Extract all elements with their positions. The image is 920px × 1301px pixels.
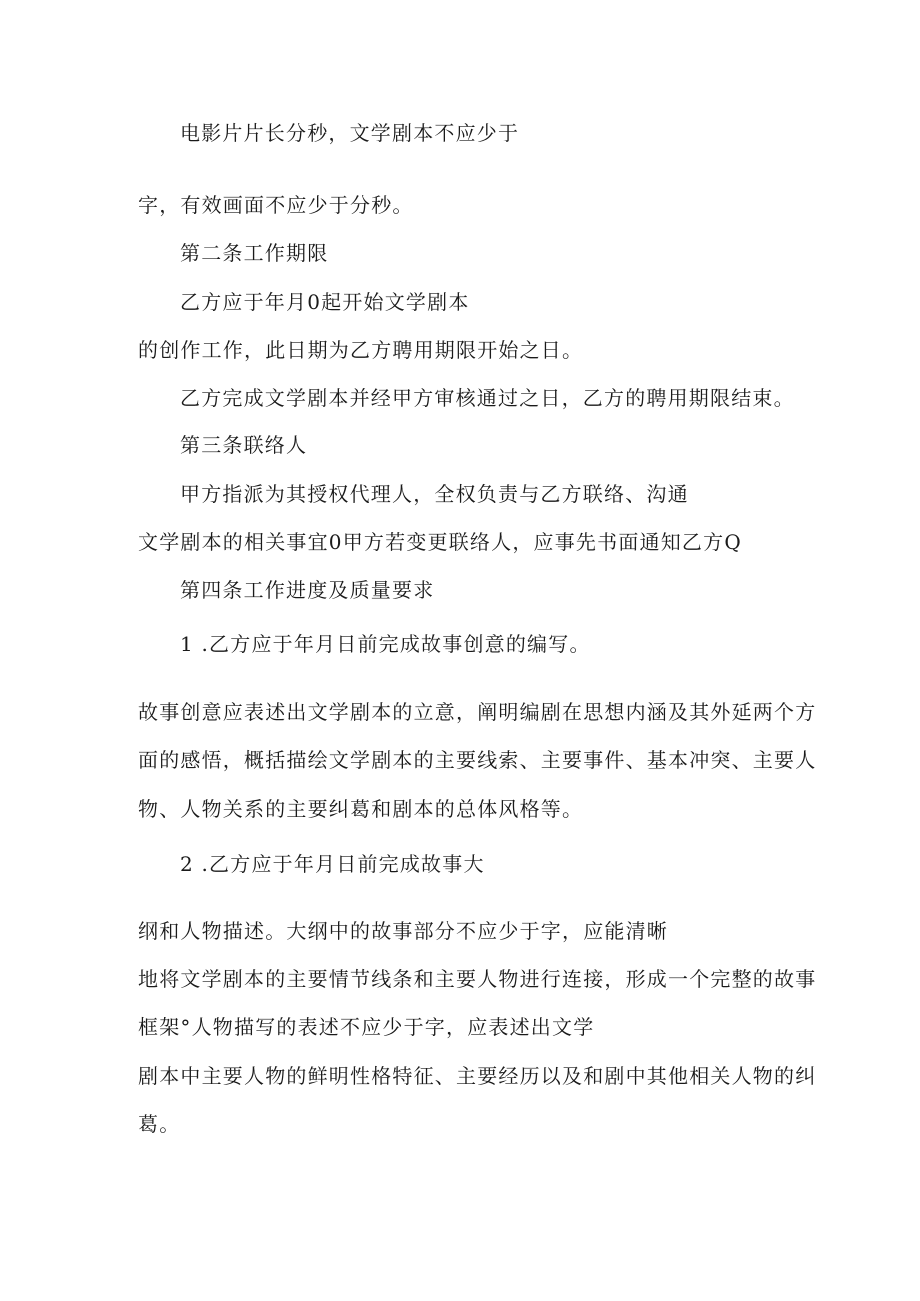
text-line: 纲和人物描述。大纲中的故事部分不应少于字，应能清晰: [138, 919, 668, 943]
text-line: 葛。: [138, 1112, 181, 1136]
text-line: 剧本中主要人物的鲜明性格特征、主要经历以及和剧中其他相关人物的纠: [138, 1064, 817, 1088]
text-line: 物、人物关系的主要纠葛和剧本的总体风格等。: [138, 797, 584, 821]
text-line: 面的感悟，概括描绘文学剧本的主要线索、主要事件、基本冲突、主要人: [138, 748, 817, 772]
section-heading: 第四条工作进度及质量要求: [180, 578, 435, 602]
text-line: 文学剧本的相关事宜0甲方若变更联络人，应事先书面通知乙方Q: [138, 530, 742, 554]
text-line: 字，有效画面不应少于分秒。: [138, 193, 414, 217]
text-line: 故事创意应表述出文学剧本的立意，阐明编剧在思想内涵及其外延两个方: [138, 700, 817, 724]
text-line: 框架°人物描写的表述不应少于字，应表述出文学: [138, 1015, 595, 1039]
text-line: 甲方指派为其授权代理人，全权负责与乙方联络、沟通: [180, 482, 689, 506]
text-line: 乙方完成文学剧本并经甲方审核通过之日，乙方的聘用期限结束。: [180, 386, 795, 410]
list-item: 2 .乙方应于年月日前完成故事大: [180, 852, 485, 876]
text-line: 电影片片长分秒，文学剧本不应少于: [180, 121, 520, 145]
list-item: 1 .乙方应于年月日前完成故事创意的编写。: [180, 632, 591, 656]
section-heading: 第三条联络人: [180, 433, 308, 457]
text-line: 地将文学剧本的主要情节线条和主要人物进行连接，形成一个完整的故事: [138, 967, 817, 991]
text-line: 乙方应于年月0起开始文学剧本: [180, 290, 470, 314]
text-line: 的创作工作，此日期为乙方聘用期限开始之日。: [138, 338, 584, 362]
section-heading: 第二条工作期限: [180, 241, 329, 265]
